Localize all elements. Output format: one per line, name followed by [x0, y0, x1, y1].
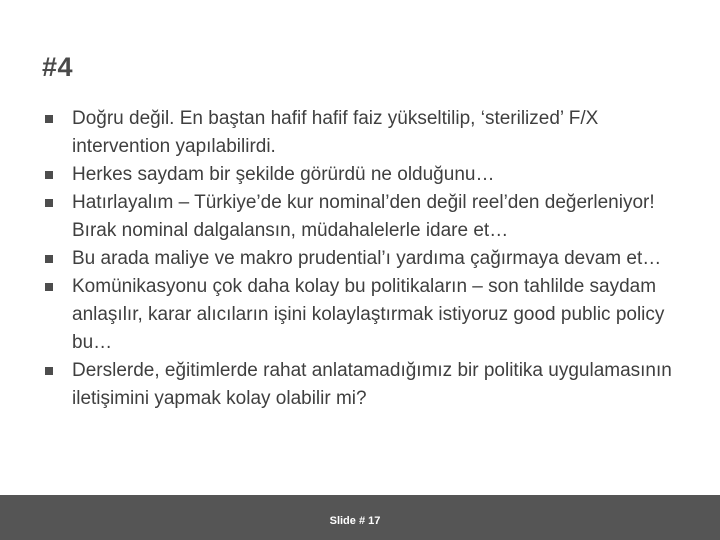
bullet-item-3 — [44, 189, 694, 245]
bullet-item-2 — [44, 161, 694, 189]
footer-bar — [0, 495, 720, 540]
square-bullet-icon — [45, 367, 53, 375]
bullet-text-6: Derslerde, eğitimlerde rahat anlatamadığımız bir politika uygulamasının iletişimini yapmak kolay olabilir mi? — [72, 360, 672, 409]
square-bullet-icon — [45, 115, 53, 123]
bullet-item-6 — [44, 357, 694, 413]
square-bullet-icon — [45, 255, 53, 263]
slide-number: Slide # 17 — [329, 515, 381, 527]
bullet-text-2: Herkes saydam bir şekilde görürdü ne olduğunu… — [72, 164, 495, 185]
bullet-list — [44, 105, 694, 413]
bullet-text-3: Hatırlayalım – Türkiye’de kur nominal’den değil reel’den değerleniyor! Bırak nominal dalgalansın, müdahalelerle idare et… — [72, 192, 655, 241]
bullet-item-4 — [44, 245, 694, 273]
slide-title: #4 — [42, 52, 74, 82]
square-bullet-icon — [45, 283, 53, 291]
bullet-text-5: Komünikasyonu çok daha kolay bu politikaların – son tahlilde saydam anlaşılır, karar alıcıların işini kolaylaştırmak istiyoruz good public policy bu… — [72, 276, 665, 353]
bullet-item-1 — [44, 105, 694, 161]
bullet-text-1: Doğru değil. En baştan hafif hafif faiz yükseltilip, ‘sterilized’ F/X intervention yapılabilirdi. — [72, 108, 599, 157]
square-bullet-icon — [45, 171, 53, 179]
bullet-text-4: Bu arada maliye ve makro prudential’ı yardıma çağırmaya devam et… — [72, 248, 662, 269]
bullet-item-5 — [44, 273, 694, 357]
square-bullet-icon — [45, 199, 53, 207]
